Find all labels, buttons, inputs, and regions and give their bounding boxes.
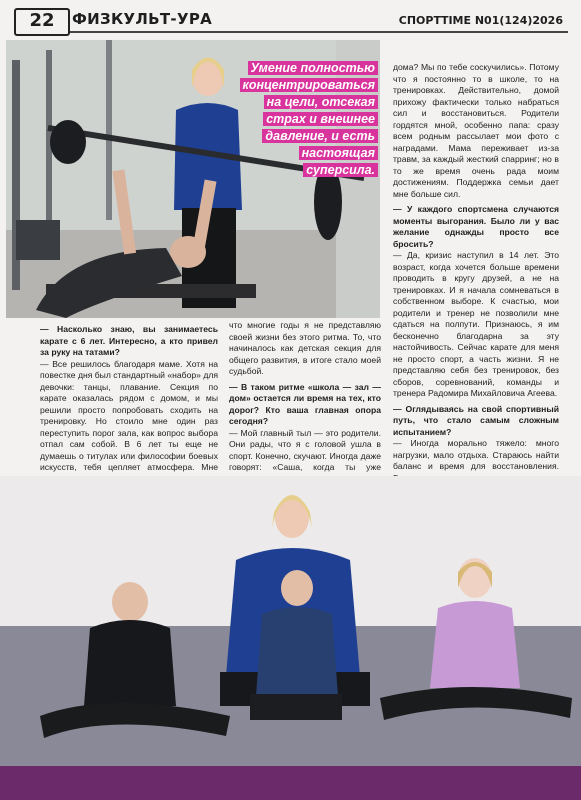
answer-2: — Мой главный тыл — это родители. Они рады, что я с головой ушла в спорт. Конечно, скучают. Иногда даже говорят: «Саша, когда ты уже: [229, 427, 381, 472]
header-rule: [70, 31, 568, 33]
answer-1-continued: что многие годы я не представляю своей жизни без этого ритма. То, что начиналось как детская секция для общего развития, в итоге стало моей судьбой.: [229, 320, 381, 376]
answer-1: — Все решилось благодаря маме. Хотя на повестке дня был стандартный «набор» для девочки: танцы, плавание. Секция по карате оказалась рядом с домом, и мы решили просто попробовать сходить на тренировку. Но стоило мне один раз переступить порог зала, как вопрос выбора отпал сам собой. В 6 лет ты еще не думаешь о титулах или философии боевых искусств, тебя цепляет атмосфера. Мне: [40, 358, 218, 472]
question-3: — У каждого спортсмена случаются моменты выгорания. Было ли у вас желание однажды просто все бросить?: [393, 204, 559, 249]
answer-3: — Да, кризис наступил в 14 лет. Это возраст, когда хочется больше времени проводить в кругу друзей, а не на тренировках. И я начала сомневаться в собственном выборе. К счастью, мои родители и тренер не позволили мне сдаться на полпути. Признаюсь, я им бесконечно благодарна за эту настойчивость. Сейчас карате для меня не просто спорт, а часть жизни. Я не представляю себя без тренировок, без сборов, соревнований, команды и тренера Радомира Михайловича Агеева.: [393, 250, 559, 398]
pull-quote: Умение полностью концентрироваться на цели, отсекая страх и внешнее давление, и есть настоящая суперсила.: [230, 60, 378, 179]
question-1: — Насколько знаю, вы занимаетесь карате с 6 лет. Интересно, а кто привел за руку на татами?: [40, 324, 218, 357]
group-stretch-illustration: [0, 476, 581, 800]
answer-4: — Иногда морально тяжело: много нагрузки, мало отдыха. Стараюсь найти баланс и время для восстановления.: [393, 438, 559, 471]
issue-label: СПОРТTIME N01(124)2026: [398, 14, 563, 27]
question-2: — В таком ритме «школа — зал — дом» остается ли время на тех, кто дорог? Кто ваша главная опора сегодня?: [229, 381, 381, 426]
section-title: ФИЗКУЛЬТ-УРА: [72, 10, 213, 28]
page-header: [0, 0, 581, 34]
answer-2-continued: дома? Мы по тебе соскучились». Потому что я постоянно то в школе, то на тренировках. Действительно, домой прихожу фактически только набраться сил и восстановиться. Родители гордятся мной, особенно папа: сразу всем родным рассылает мои фото с наградами. Мама переживает из-за травм, за каждый жесткий спарринг; но в то же время очень рада моим достижениям. Поддержка семьи дает мне больше сил.: [393, 62, 559, 199]
column-2: [229, 320, 381, 485]
question-4: — Оглядываясь на свой спортивный путь, что стало самым сложным испытанием?: [393, 403, 559, 437]
page-number: 22: [14, 8, 70, 36]
group-stretch-photo: [0, 476, 581, 800]
